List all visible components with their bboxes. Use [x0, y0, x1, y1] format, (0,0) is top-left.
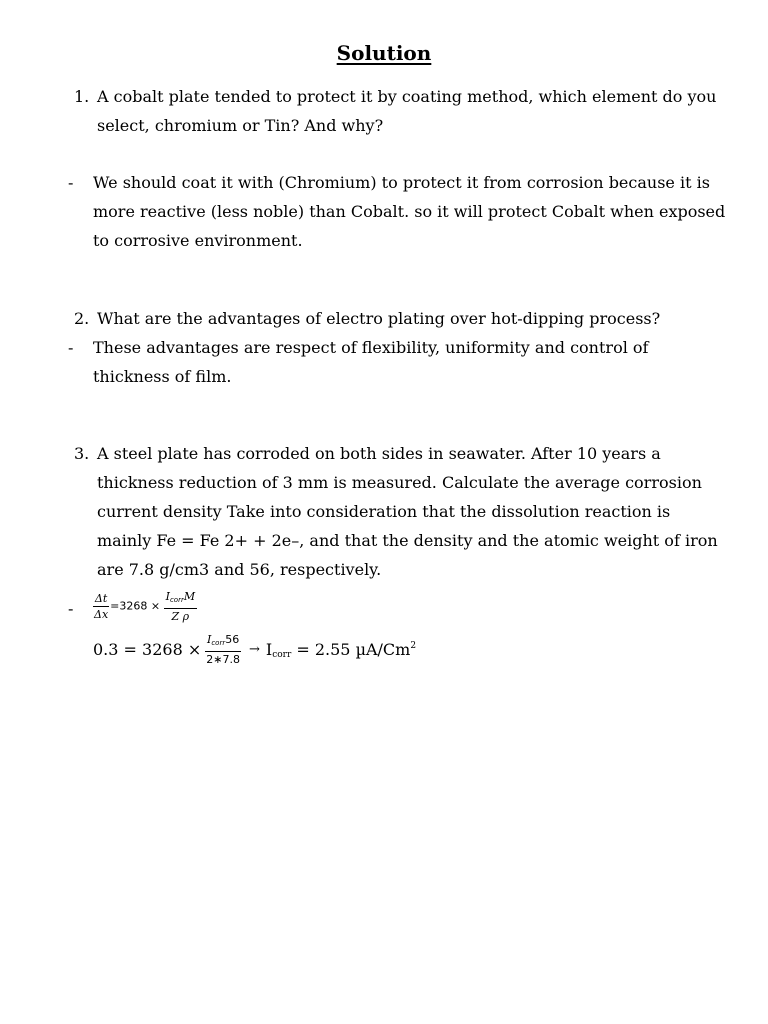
answer-2-dash: -: [68, 338, 74, 357]
calc-fraction: [204, 633, 242, 666]
formula-lhs-denominator: Δx: [94, 608, 109, 621]
question-1-text: A cobalt plate tended to protect it by coating method, which element do you select, chromium or Tin? And why?: [97, 87, 717, 135]
calc-arrow: →: [248, 642, 260, 657]
formula-rhs-numerator: $I_{corr}M$: [164, 590, 198, 609]
calc-fraction-denominator: 2∗7.8: [206, 653, 240, 666]
corrosion-calculation: [93, 633, 416, 666]
page-title: Solution: [336, 41, 432, 65]
question-1-number: 1.: [74, 87, 90, 106]
formula-lhs-numerator: Δt: [94, 592, 108, 605]
question-3-text: A steel plate has corroded on both sides in seawater. After 10 years a thickness reduction of 3 mm is measured. Calculate the average corrosion current density Take into consideration that the dissolution reaction is mainly Fe = Fe 2+ + 2e–, and that the density and the atomic weight of iron are 7.8 g/cm3 and 56, respectively.: [97, 444, 718, 579]
corrosion-formula: [92, 590, 197, 623]
formula-constant: =3268 ×: [110, 599, 161, 613]
calc-fraction-numerator: $I_{corr}56$: [205, 633, 241, 652]
question-3-number: 3.: [74, 444, 90, 463]
calc-result: Icorr = 2.55 µA/Cm$^2$: [265, 639, 417, 660]
answer-1-text: We should coat it with (Chromium) to protect it from corrosion because it is more reactive (less noble) than Cobalt. so it will protect Cobalt when exposed to corrosive environment.: [93, 173, 726, 250]
formula-rhs-denominator: Z ρ: [171, 610, 190, 623]
answer-3-dash: -: [68, 599, 74, 618]
question-2-text: What are the advantages of electro plating over hot-dipping process?: [97, 309, 661, 328]
answer-2-text: These advantages are respect of flexibility, uniformity and control of thickness of film.: [93, 338, 649, 386]
question-2-number: 2.: [74, 309, 90, 328]
formula-lhs-fraction: [92, 592, 110, 621]
calc-left: 0.3 = 3268 ×: [93, 640, 202, 659]
formula-rhs-fraction: [164, 590, 198, 623]
answer-1-dash: -: [68, 173, 74, 192]
